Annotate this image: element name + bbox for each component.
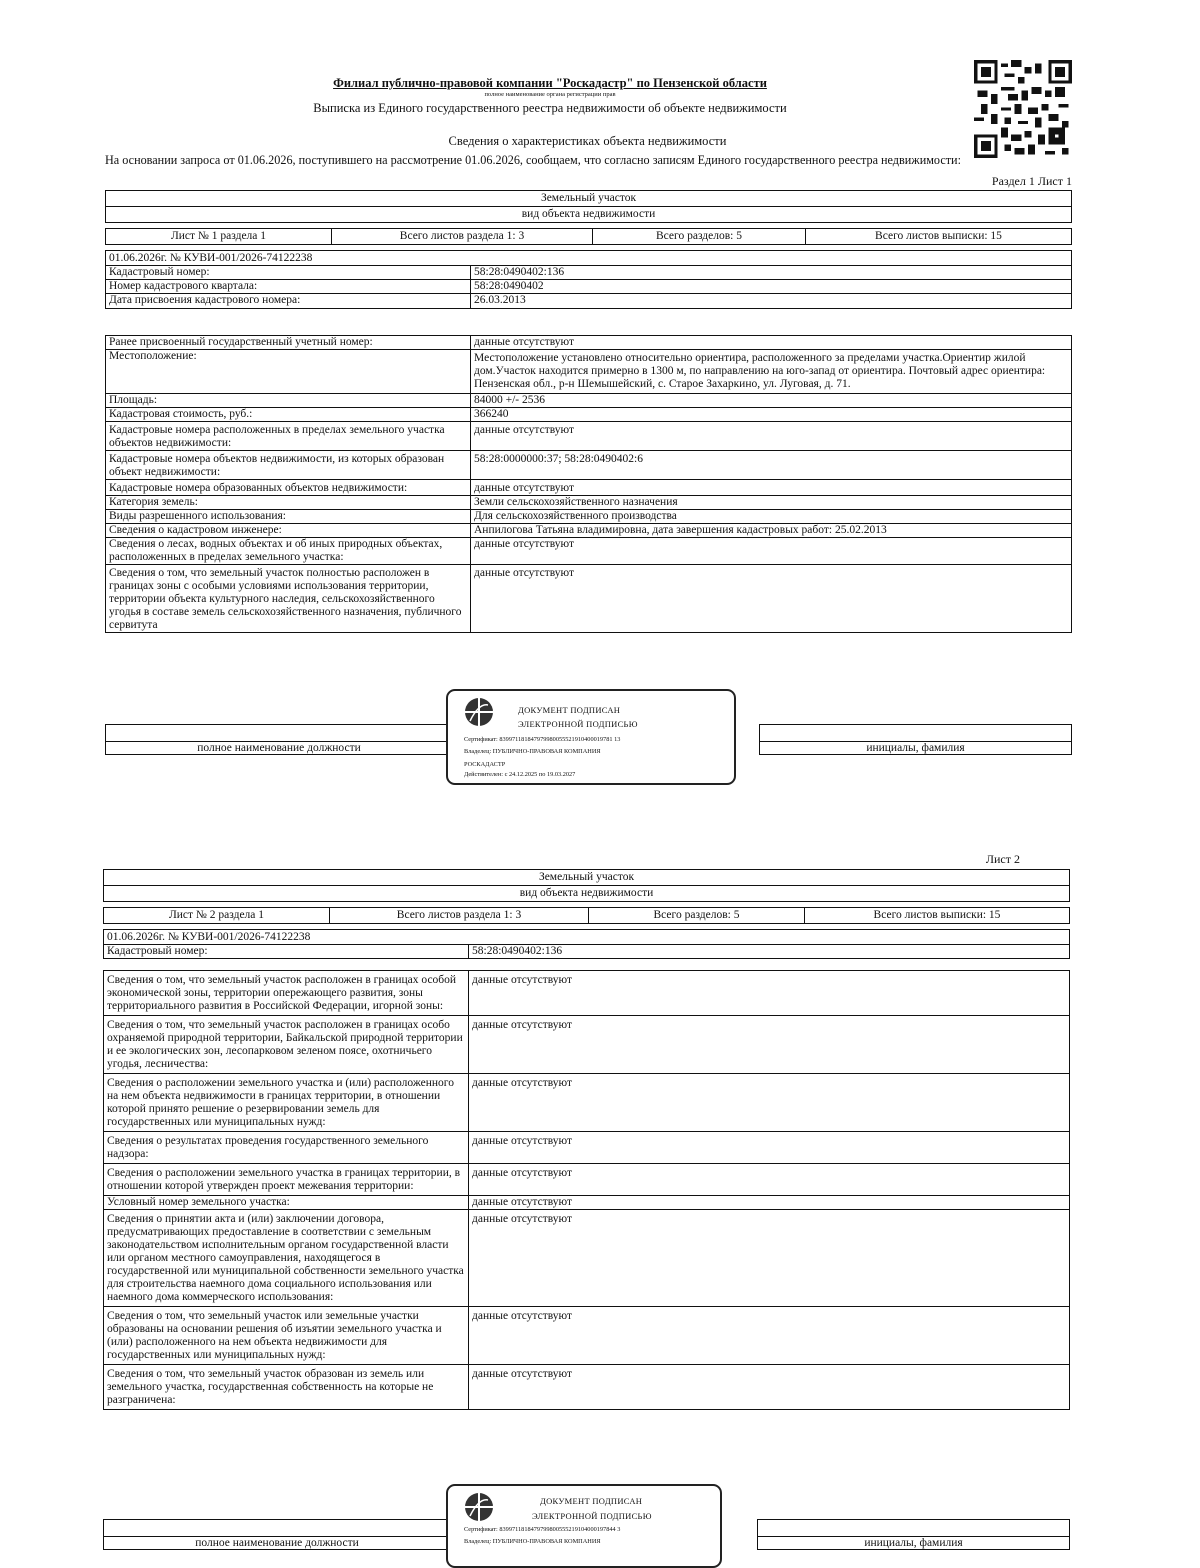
table-row: Сведения о том, что земельный участок образован из земель или земельного участка, государственная собственность на которые не разграничена: данные отсутствуют [104,1365,1070,1410]
document-subtitle: Сведения о характеристиках объекта недвижимости [448,134,727,148]
table-row: Номер кадастрового квартала: 58:28:0490402 [106,280,1072,294]
characteristics-table [105,335,1072,633]
table-row: Кадастровая стоимость, руб.: 366240 [106,408,1072,422]
table-row: Сведения о том, что земельный участок или земельные участки образованы на основании решения об изъятии земельного участка и (или) расположенного на нем объекта недвижимости для государственных или муниципальных нужд: данные отсутствуют [104,1307,1070,1365]
roskadastr-logo-icon [464,697,494,727]
object-type: Земельный участок [106,191,1072,207]
table-row: Ранее присвоенный государственный учетный номер: данные отсутствуют [106,336,1072,350]
doc-number: 01.06.2026г. № КУВИ-001/2026-74122238 [106,251,1072,266]
cadastral-value: 366240 [471,408,1072,422]
e-signature-stamp-2: ДОКУМЕНТ ПОДПИСАН ЭЛЕКТРОННОЙ ПОДПИСЬЮ Сертификат: 8399711818479799800555219104000197844 3 Владелец: ПУБЛИЧНО-ПРАВОВАЯ КОМПАНИЯ [446,1484,722,1568]
table-row: Сведения о расположении земельного участка в границах территории, в отношении которой утвержден проект межевания территории: данные отсутствуют [104,1164,1070,1196]
table-row: Кадастровые номера образованных объектов недвижимости: данные отсутствуют [106,480,1072,496]
table-row: Кадастровый номер: 58:28:0490402:136 [106,266,1072,280]
sheet2-label: Лист 2 [985,852,1020,866]
position-caption: полное наименование должности [106,742,453,755]
sheet2-object-header: Земельный участок вид объекта недвижимости [103,869,1070,902]
sections-total: Всего разделов: 5 [593,229,806,245]
sheets-total: Всего листов выписки: 15 [806,229,1072,245]
cadastral-engineer: Анпилогова Татьяна владимировна, дата завершения кадастровых работ: 25.02.2013 [471,524,1072,538]
table-row: Сведения о кадастровом инженере: Анпилогова Татьяна владимировна, дата завершения кадастровых работ: 25.02.2013 [106,524,1072,538]
table-row: Категория земель: Земли сельскохозяйственного назначения [106,496,1072,510]
table-row: Сведения о результатах проведения государственного земельного надзора: данные отсутствуют [104,1132,1070,1164]
table-row: Кадастровые номера расположенных в пределах земельного участка объектов недвижимости: данные отсутствуют [106,422,1072,451]
request-basis: На основании запроса от 01.06.2026, поступившего на рассмотрение 01.06.2026, сообщаем, что согласно записям Единого государственного реестра недвижимости: [105,153,961,167]
location: Местоположение установлено относительно ориентира, расположенного за пределами участка.Ориентир жилой дом.Участок находится примерно в 1300 м, по направлению на юго-запад от ориентира. Почтовый адрес ориентира: Пензенская обл., р-н Шемышейский, с. Старое Захаркино, ул. Луговая, д. 71. [471,350,1072,394]
table-row: Кадастровые номера объектов недвижимости, из которых образован объект недвижимости: 58:28:0000000:37; 58:28:0490402:6 [106,451,1072,480]
roskadastr-logo-icon [464,1492,494,1522]
certificate-owner: Владелец: ПУБЛИЧНО-ПРАВОВАЯ КОМПАНИЯ [464,748,601,755]
document-title: Выписка из Единого государственного реестра недвижимости об объекте недвижимости [313,101,787,115]
sheet2-counts: Лист № 2 раздела 1 Всего листов раздела 1: 3 Всего разделов: 5 Всего листов выписки: 15 [103,907,1070,924]
section-sheet-label: Раздел 1 Лист 1 [991,174,1072,188]
sheet2-basic-table [103,929,1070,959]
certificate-validity: Действителен: с 24.12.2025 по 19.03.2027 [464,771,576,778]
certificate-number: Сертификат: 839971181847979980055521910400019781 13 [464,736,621,743]
sheet-number: Лист № 1 раздела 1 [106,229,332,245]
area: 84000 +/- 2536 [471,394,1072,408]
signature-line-2: полное наименование должности инициалы, фамилия [103,1519,1070,1550]
cadastral-number: 58:28:0490402:136 [471,266,1072,280]
basic-info-table [105,250,1072,309]
sheet2-characteristics-table [103,970,1070,1410]
table-row: Виды разрешенного использования: Для сельскохозяйственного производства [106,510,1072,524]
table-row: Сведения о расположении земельного участка и (или) расположенного на нем объекта недвижимости в границах территории, в отношении которой принято решение о резервировании земель для государственных или муниципальных нужд: данные отсутствуют [104,1074,1070,1132]
table-row: Сведения о том, что земельный участок расположен в границах особой экономической зоны, территории опережающего развития, зоны территориального развития в Российской Федерации, игорной зоны: данные отсутствуют [104,971,1070,1016]
org-caption: полное наименование органа регистрации прав [484,91,616,98]
table-row: Сведения о том, что земельный участок полностью расположен в границах зоны с особыми условиями использования территории, территории объекта культурного наследия, сельскохозяйственного угодья в составе земель сельскохозяйственного назначения, публичного сервитута данные отсутствуют [106,565,1072,633]
sheet-counts [105,228,1072,245]
name-caption: инициалы, фамилия [760,742,1072,755]
qr-code [974,60,1072,158]
table-row: Сведения о принятии акта и (или) заключении договора, предусматривающих предоставление в соответствии с земельным законодательством исполнительным органом государственной власти или органом местного самоуправления, находящегося в государственной или муниципальной собственности земельного участка для строительства наемного дома социального использования или наемного дома коммерческого использования: данные отсутствуют [104,1210,1070,1307]
table-row: Условный номер земельного участка: данные отсутствуют [104,1196,1070,1210]
table-row: Площадь: 84000 +/- 2536 [106,394,1072,408]
table-row: Кадастровый номер: 58:28:0490402:136 [104,945,1070,959]
sheets-in-section: Всего листов раздела 1: 3 [332,229,593,245]
table-row: Дата присвоения кадастрового номера: 26.03.2013 [106,294,1072,309]
object-type-caption: вид объекта недвижимости [106,207,1072,223]
cadastral-quarter: 58:28:0490402 [471,280,1072,294]
sheet2-doc-number: 01.06.2026г. № КУВИ-001/2026-74122238 [104,930,1070,945]
org-name: Филиал публично-правовой компании "Роскадастр" по Пензенской области [333,76,767,90]
table-row: Сведения о том, что земельный участок расположен в границах особо охраняемой природной территории, Байкальской природной территории и ее экологических зон, лесопарковом зеленом поясе, охотничьего угодья, лесничества: данные отсутствуют [104,1016,1070,1074]
e-signature-stamp: ДОКУМЕНТ ПОДПИСАН ЭЛЕКТРОННОЙ ПОДПИСЬЮ Сертификат: 839971181847979980055521910400019781 13 Владелец: ПУБЛИЧНО-ПРАВОВАЯ КОМПАНИЯ РОСКАДАСТР Действителен: с 24.12.2025 по 19.03.2027 [446,689,736,785]
table-row: Сведения о лесах, водных объектах и об иных природных объектах, расположенных в пределах земельного участка: данные отсутствуют [106,538,1072,565]
object-type-header [105,190,1072,223]
permitted-use: Для сельскохозяйственного производства [471,510,1072,524]
table-row: Местоположение: Местоположение установлено относительно ориентира, расположенного за пределами участка.Ориентир жилой дом.Участок находится примерно в 1300 м, по направлению на юго-запад от ориентира. Почтовый адрес ориентира: Пензенская обл., р-н Шемышейский, с. Старое Захаркино, ул. Луговая, д. 71. [106,350,1072,394]
land-category: Земли сельскохозяйственного назначения [471,496,1072,510]
assignment-date: 26.03.2013 [471,294,1072,309]
